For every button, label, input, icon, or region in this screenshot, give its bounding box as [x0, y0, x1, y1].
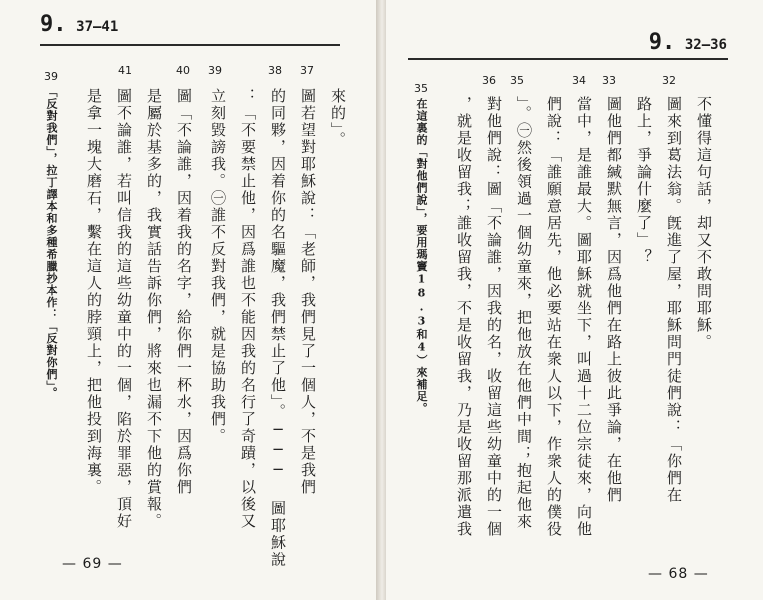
left-page-header	[40, 12, 118, 37]
right-verse-number: 34	[572, 74, 586, 87]
left-verse-number: 40	[176, 64, 190, 77]
left-verse-number: 41	[118, 64, 132, 77]
left-text-column: 是屬於基多的，我實話告訴你們，將來也漏不下他的賞報。	[145, 88, 163, 530]
left-text-column: 的同夥，因着你的名驅魔，我們禁止了他」。─── 圖耶穌說	[269, 88, 287, 569]
left-verse-number: 39	[208, 64, 222, 77]
right-text-column: ，就是收留我；誰收留我，不是收留我，乃是收留那派遣我	[455, 96, 473, 538]
right-verse-number: 35	[510, 74, 524, 87]
right-text-column: 圖他們都緘默無言，因爲他們在路上彼此爭論，在他們	[605, 96, 623, 504]
left-page	[0, 0, 378, 600]
left-footnote: 「反對我們」，拉丁譯本和多種希臘抄本作：「反對你們」。	[45, 86, 58, 399]
left-text-column: 來的」。	[329, 88, 347, 149]
left-verse-number: 38	[268, 64, 282, 77]
left-text-column: 立刻毀謗我。㊀誰不反對我們，就是協助我們。	[209, 88, 227, 445]
right-text-column: 圖來到葛法翁。旣進了屋，耶穌問門徒們說：「你們在	[665, 96, 683, 504]
right-verse-number: 32	[662, 74, 676, 87]
right-page	[386, 0, 763, 600]
right-page-number: — 68 —	[648, 566, 709, 582]
right-text-column: 對他們說：圖「不論誰，因我的名，收留這些幼童中的一個	[485, 96, 503, 538]
right-text-column: 當中，是誰最大。圖耶穌就坐下，叫過十二位宗徒來，向他	[575, 96, 593, 538]
left-text-column: 圖「不論誰，因着我的名字，給你們一杯水，因爲你們	[175, 88, 193, 496]
right-page-header	[649, 30, 727, 55]
right-chapter-number: 9.	[648, 30, 676, 55]
right-text-column: 路上，爭論什麼了」？	[635, 96, 653, 266]
left-chapter-number: 9.	[40, 12, 67, 37]
left-text-column: 圖不論誰，若叫信我的這些幼童中的一個，陷於罪惡，頂好	[115, 88, 133, 530]
left-verse-number: 37	[300, 64, 314, 77]
right-verse-range: 32—36	[684, 37, 727, 53]
left-footnote-number: 39	[44, 70, 58, 83]
left-page-number: — 69 —	[62, 556, 123, 572]
left-header-rule	[40, 44, 340, 46]
right-text-column: 不懂得這句話，却又不敢問耶穌。	[695, 96, 713, 351]
right-footnote: 在這裏的「對他們說」，要用瑪竇18.3和4）來補足。	[415, 98, 428, 415]
right-text-column: 」。㊀然後領過一個幼童來，把他放在他們中間；抱起他來	[515, 96, 533, 531]
left-text-column: 圖若望對耶穌說：「老師，我們見了一個人，不是我們	[299, 88, 317, 496]
left-text-column: ：「不要禁止他，因爲誰也不能因我的名行了奇蹟，以後又	[239, 88, 257, 530]
right-footnote-number: 35	[414, 82, 428, 95]
right-verse-number: 33	[602, 74, 616, 87]
right-verse-number: 36	[482, 74, 496, 87]
left-verse-range: 37—41	[76, 19, 119, 35]
right-header-rule	[408, 58, 728, 60]
left-text-column: 是拿一塊大磨石，繫在這人的脖頸上，把他投到海裏。	[85, 88, 103, 496]
right-text-column: 們說：「誰願意居先，他必要站在衆人以下，作衆人的僕役	[545, 96, 563, 538]
